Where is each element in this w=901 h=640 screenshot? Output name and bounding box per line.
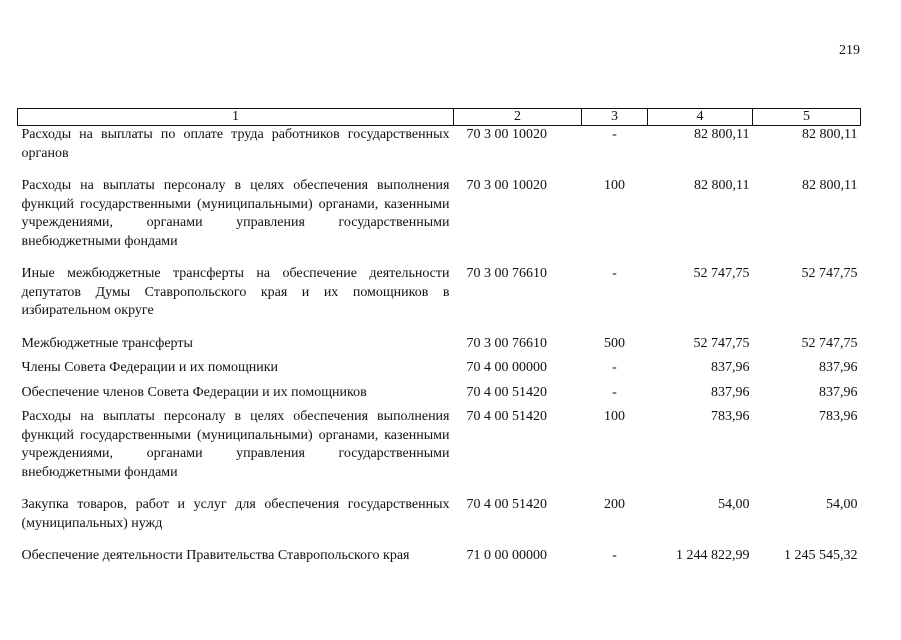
row-value-2: 783,96 [819, 409, 858, 424]
row-value-1: 52 747,75 [693, 335, 750, 351]
row-value-1: 82 800,11 [694, 127, 750, 142]
row-value-2: 82 800,11 [802, 127, 858, 142]
table-row [18, 359, 861, 384]
header-col-4: 4 [648, 109, 753, 126]
row-code: 70 4 00 51420 [466, 497, 547, 512]
row-code: 70 3 00 10020 [466, 127, 547, 142]
row-value-2: 837,96 [819, 384, 858, 400]
table-row [18, 126, 861, 178]
row-value-2: 837,96 [819, 360, 858, 375]
row-value-1: 1 244 822,99 [676, 548, 750, 563]
row-value-2: 54,00 [826, 497, 858, 512]
row-value-2: 52 747,75 [801, 266, 858, 281]
page-number: 219 [839, 43, 860, 58]
row-name: Расходы на выплаты персоналу в целях обеспечения выполнения функций государственными (муниципальными) органами, казенными учреждениями, органами управления государственными внебюджетными фондами [21, 409, 450, 480]
row-code: 70 4 00 51420 [466, 384, 547, 400]
row-value-2: 82 800,11 [802, 178, 858, 193]
row-kind: - [612, 548, 617, 563]
row-kind: 100 [604, 178, 625, 193]
row-name: Закупка товаров, работ и услуг для обеспечения государственных (муниципальных) нужд [21, 497, 450, 531]
row-kind: - [612, 127, 617, 142]
table-row [18, 335, 861, 360]
header-col-1: 1 [18, 109, 454, 126]
table-row [18, 547, 861, 566]
row-kind: 100 [604, 409, 625, 424]
row-value-1: 52 747,75 [693, 266, 750, 281]
table-row [18, 384, 861, 409]
row-code: 70 3 00 76610 [466, 335, 547, 351]
row-value-1: 783,96 [711, 409, 750, 424]
row-value-1: 54,00 [718, 497, 750, 512]
row-name: Иные межбюджетные трансферты на обеспечение деятельности депутатов Думы Ставропольского края и их помощников в избирательном округе [21, 266, 450, 318]
header-col-2: 2 [454, 109, 582, 126]
row-value-2: 52 747,75 [801, 335, 858, 351]
budget-table [17, 108, 861, 566]
table-row [18, 265, 861, 335]
row-name: Обеспечение деятельности Правительства Ставропольского края [21, 548, 410, 563]
row-name: Обеспечение членов Совета Федерации и их помощников [21, 384, 367, 400]
row-kind: - [612, 360, 617, 375]
header-col-5: 5 [753, 109, 861, 126]
row-code: 70 4 00 51420 [466, 409, 547, 424]
row-name: Расходы на выплаты персоналу в целях обеспечения выполнения функций государственными (муниципальными) органами, казенными учреждениями, органами управления государственными внебюджетными фондами [21, 178, 450, 249]
row-code: 71 0 00 00000 [466, 548, 547, 563]
row-name: Члены Совета Федерации и их помощники [21, 360, 279, 375]
row-value-2: 1 245 545,32 [784, 548, 858, 563]
row-value-1: 82 800,11 [694, 178, 750, 193]
row-kind: 500 [604, 335, 625, 351]
table-row [18, 496, 861, 547]
row-name: Расходы на выплаты по оплате труда работников государственных органов [21, 127, 450, 161]
row-value-1: 837,96 [711, 360, 750, 375]
header-col-3: 3 [582, 109, 648, 126]
table-row [18, 408, 861, 496]
row-code: 70 4 00 00000 [466, 360, 547, 375]
row-code: 70 3 00 10020 [466, 178, 547, 193]
row-kind: - [612, 384, 617, 400]
row-value-1: 837,96 [711, 384, 750, 400]
row-name: Межбюджетные трансферты [21, 335, 193, 351]
table-row [18, 177, 861, 265]
row-kind: 200 [604, 497, 625, 512]
table-header [18, 109, 861, 126]
row-kind: - [612, 266, 617, 281]
row-code: 70 3 00 76610 [466, 266, 547, 281]
